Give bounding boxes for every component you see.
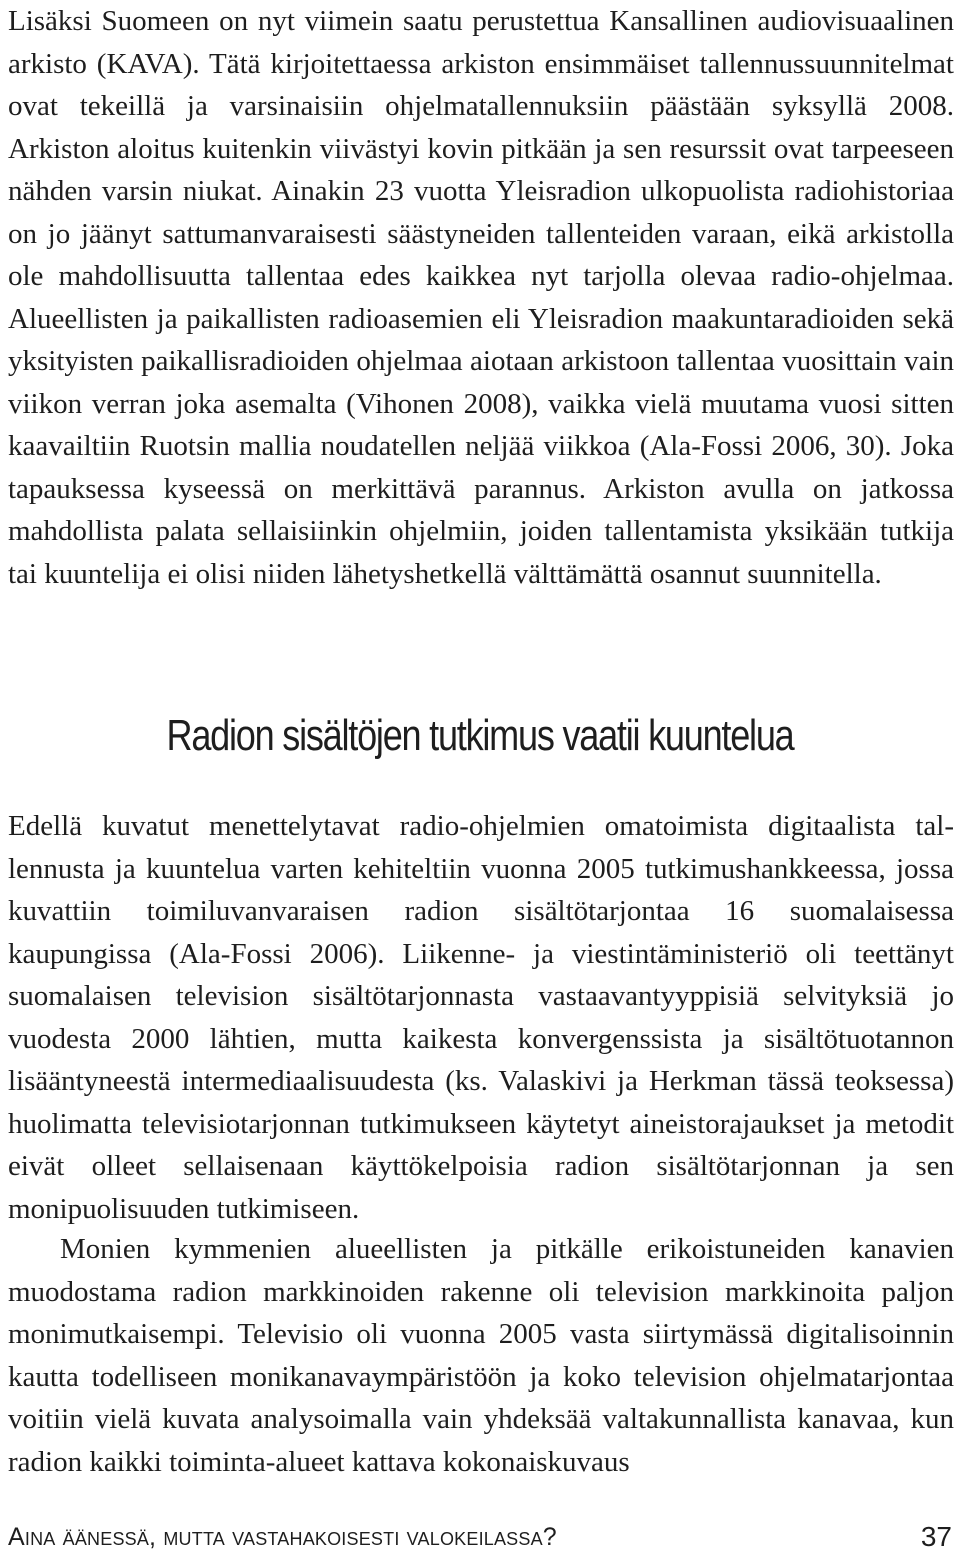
page-number: 37: [920, 1521, 952, 1552]
body-paragraph-2: Edellä kuvatut menettelytavat radio-ohjelmien omatoimista digitaalista tallennusta ja kuuntelua varten kehiteltiin vuonna 2005 tutkimushankkeessa, jossa kuvattiin toimiluvanvaraisen radion sisältötarjontaa 16 suomalaisessa kaupungissa (Ala-Fossi 2006). Liikenne- ja viestintäministeriö oli teettänyt suomalaisen television sisältötarjonnasta vastaavantyyppisiä selvityksiä jo vuodesta 2000 lähtien, mutta kaikesta konvergenssista ja sisältötuotannon lisääntyneestä intermediaalisuudesta (ks. Valaskivi ja Herkman tässä teoksessa) huolimatta televisiotarjonnan tutkimukseen käytetyt aineistorajaukset ja metodit eivät olleet sellaisenaan käyttökelpoisia radion sisältötarjonnan ja sen monipuolisuuden tutkimiseen.: [8, 810, 954, 1225]
page-footer: [8, 1520, 952, 1554]
body-paragraph-1: Lisäksi Suomeen on nyt viimein saatu perustettua Kansallinen audiovisuaalinen arkisto (KAVA). Tätä kirjoitettaessa arkiston ensimmäiset tallennussuunnitelmat ovat tekeillä ja varsinaisiin ohjelmatallennuksiin päästään syksyllä 2008. Arkiston aloitus kuitenkin viivästyi kovin pitkään ja sen resurssit ovat tarpeeseen nähden varsin niukat. Ainakin 23 vuotta Yleisradion ulkopuolista radiohistoriaa on jo jäänyt sattumanvaraisesti säästyneiden tallenteiden varaan, eikä arkistolla ole mahdollisuutta tallentaa edes kaikkea nyt tarjolla olevaa radio-ohjelmaa. Alueellisten ja paikallisten radioasemien eli Yleisradion maakuntaradioiden sekä yksityisten paikallisradioiden ohjelmaa aiotaan arkistoon tallentaa vuosittain vain viikon verran joka asemalta (Vihonen 2008), vaikka vielä muutama vuosi sitten kaavailtiin Ruotsin mallia noudatellen neljää viikkoa (Ala-Fossi 2006, 30). Joka tapauksessa kyseessä on merkittävä parannus. Arkiston avulla on jatkossa mahdollista palata sellaisiinkin ohjelmiin, joiden tallentamista yksikään tutkija tai kuuntelija ei olisi niiden lähetyshetkellä välttämättä osannut suunnitella.: [8, 5, 954, 590]
section-heading: Radion sisältöjen tutkimus vaatii kuuntelua: [166, 711, 794, 760]
running-title: Aina äänessä, mutta vastahakoisesti valokeilassa?: [8, 1523, 557, 1551]
body-paragraph-3: Monien kymmenien alueellisten ja pitkälle erikoistuneiden kanavien muodostama radion markkinoiden rakenne oli television markkinoita paljon monimutkaisempi. Televisio oli vuonna 2005 vasta siirtymässä digitalisoinnin kautta todelliseen monikanavaympäristöön ja koko television ohjelmatarjontaa voitiin vielä kuvata analysoimalla vain yhdeksää valtakunnallista kanavaa, kun radion kaikki toiminta-alueet kattava kokonaiskuvaus: [8, 1233, 954, 1478]
